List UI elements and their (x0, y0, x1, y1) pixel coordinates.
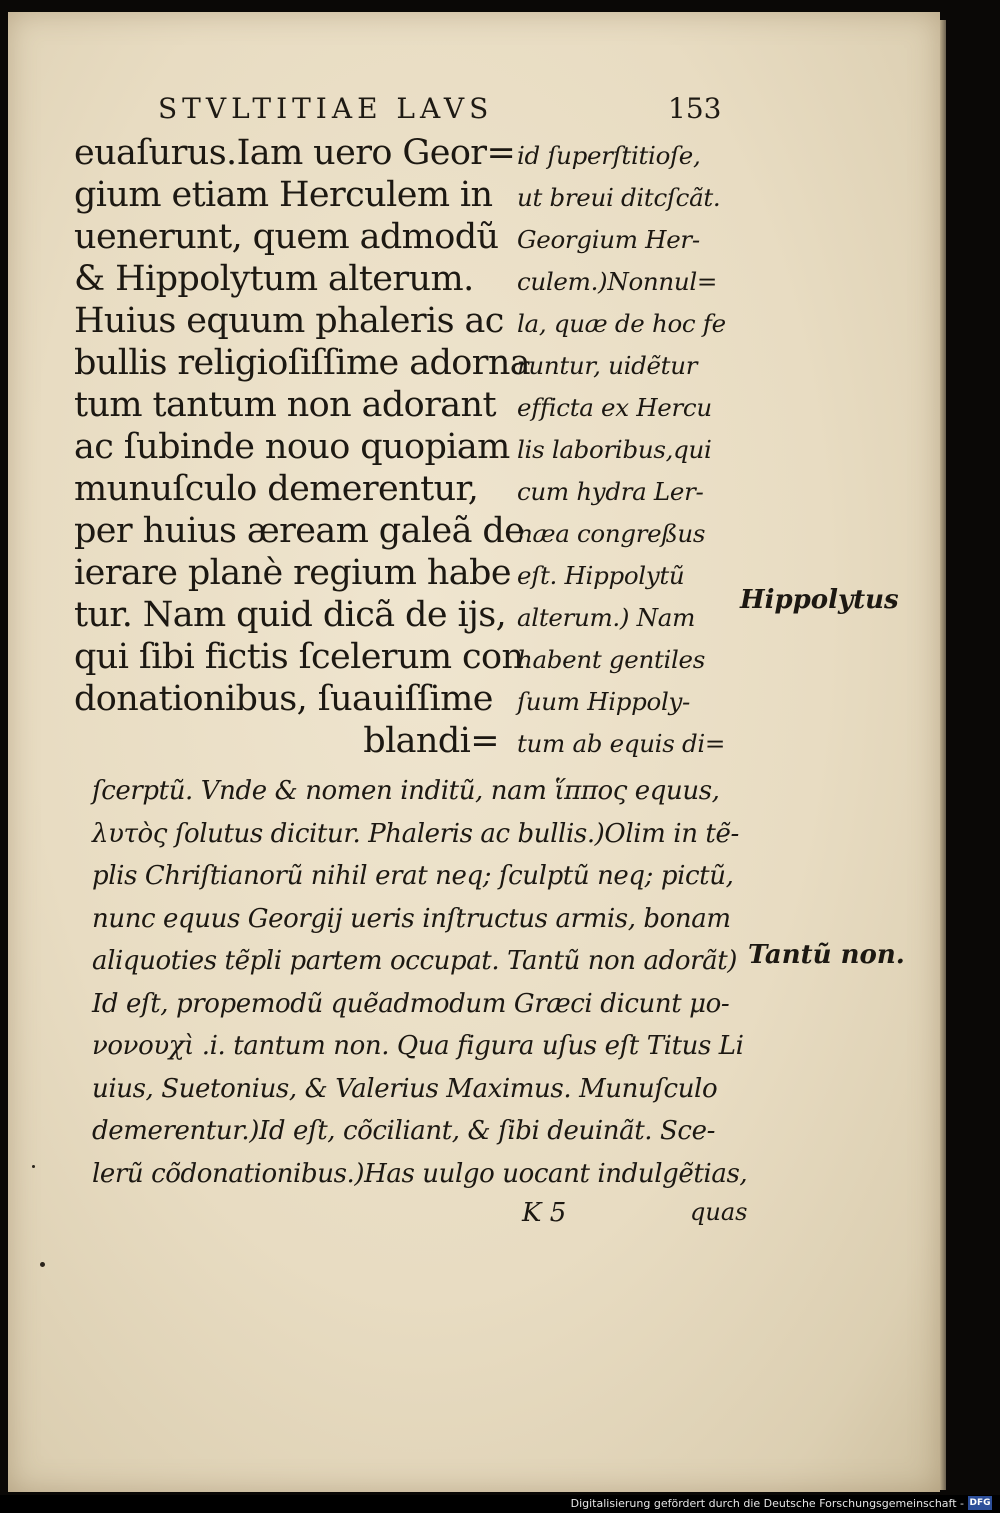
main-line: euaſurus.Iam uero Geor= (74, 133, 516, 173)
commentary-line: cum hydra Ler- (517, 477, 704, 506)
commentary-line: habent gentiles (517, 645, 706, 674)
main-line: donationibus, ſuauiſſime (74, 679, 493, 719)
commentary-full-width (92, 770, 747, 1195)
margin-note-tantum-non: Tantũ non. (748, 940, 905, 970)
commentary-line: ut breui ditcſcãt. (517, 183, 721, 212)
commentary-line: aliquoties tẽpli partem occupat. Tantũ non adorãt) (92, 946, 738, 976)
ink-spot (32, 1165, 35, 1168)
main-line: ierare planè regium habe (74, 553, 511, 593)
commentary-line: plis Chriſtianorũ nihil erat neq; ſculptũ neq; pictũ, (92, 861, 734, 891)
main-line: munuſculo demerentur, (74, 469, 479, 509)
page-edge (940, 20, 946, 1490)
commentary-line: culem.)Nonnul= (517, 267, 718, 296)
signature-mark: K 5 (522, 1198, 567, 1228)
main-line: per huius æream galeã de (74, 511, 525, 551)
commentary-line: ſcerptũ. Vnde & nomen inditũ, nam ἵππος equus, (92, 776, 720, 806)
commentary-line: Georgium Her- (517, 225, 700, 254)
margin-note-hippolytus: Hippolytus (740, 585, 899, 615)
main-line: & Hippolytum alterum. (74, 259, 474, 299)
commentary-line: runtur, uidẽtur (517, 351, 698, 380)
commentary-line: id ſuperſtitioſe, (517, 141, 701, 170)
commentary-line: efficta ex Hercu (517, 393, 712, 422)
commentary-line: alterum.) Nam (517, 603, 696, 632)
commentary-line: demerentur.)Id eſt, cõciliant, & ſibi deuinãt. Sce- (92, 1116, 715, 1146)
main-line: bullis religioſiſſime adorna (74, 343, 531, 383)
running-header: STVLTITIAE LAVS (158, 92, 494, 125)
main-line: tum tantum non adorant (74, 385, 496, 425)
commentary-line: næa congreßus (517, 519, 706, 548)
commentary-column (517, 135, 726, 765)
commentary-line: lerũ cõdonationibus.)Has uulgo uocant indulgẽtias, (92, 1158, 748, 1189)
main-line: uenerunt, quem admodũ (74, 217, 499, 257)
main-line: tur. Nam quid dicã de ijs, (74, 595, 507, 635)
commentary-line: lis laboribus,qui (517, 435, 712, 464)
commentary-line: νονουχὶ .i. tantum non. Qua figura uſus eſt Titus Li (92, 1031, 744, 1061)
main-line: gium etiam Herculem in (74, 175, 493, 215)
commentary-line: tum ab equis di= (517, 729, 726, 758)
digitization-credit: Digitalisierung gefördert durch die Deutsche Forschungsgemeinschaft - (570, 1497, 964, 1510)
dfg-logo[interactable]: DFG (969, 1498, 991, 1508)
commentary-line: eſt. Hippolytũ (517, 561, 685, 590)
commentary-line: nunc equus Georgij ueris inſtructus armis, bonam (92, 903, 731, 934)
main-text-column (74, 132, 530, 762)
commentary-line: λυτὸς ſolutus dicitur. Phaleris ac bullis.)Olim in tẽ- (92, 818, 739, 849)
page-number: 153 (668, 92, 722, 125)
main-line: qui ſibi fictis ſcelerum con (74, 637, 524, 677)
main-line: ac ſubinde nouo quopiam (74, 427, 510, 467)
main-line: Huius equum phaleris ac (74, 301, 504, 341)
commentary-line: ſuum Hippoly- (517, 687, 691, 716)
commentary-line: uius, Suetonius, & Valerius Maximus. Munuſculo (92, 1073, 718, 1104)
main-line: blandi= (363, 721, 499, 761)
commentary-line: Id eſt, propemodũ quẽadmodum Græci dicunt μο- (92, 988, 730, 1019)
commentary-line: la, quæ de hoc fe (517, 309, 726, 338)
ink-spot (40, 1262, 45, 1267)
catchword: quas (690, 1198, 748, 1226)
